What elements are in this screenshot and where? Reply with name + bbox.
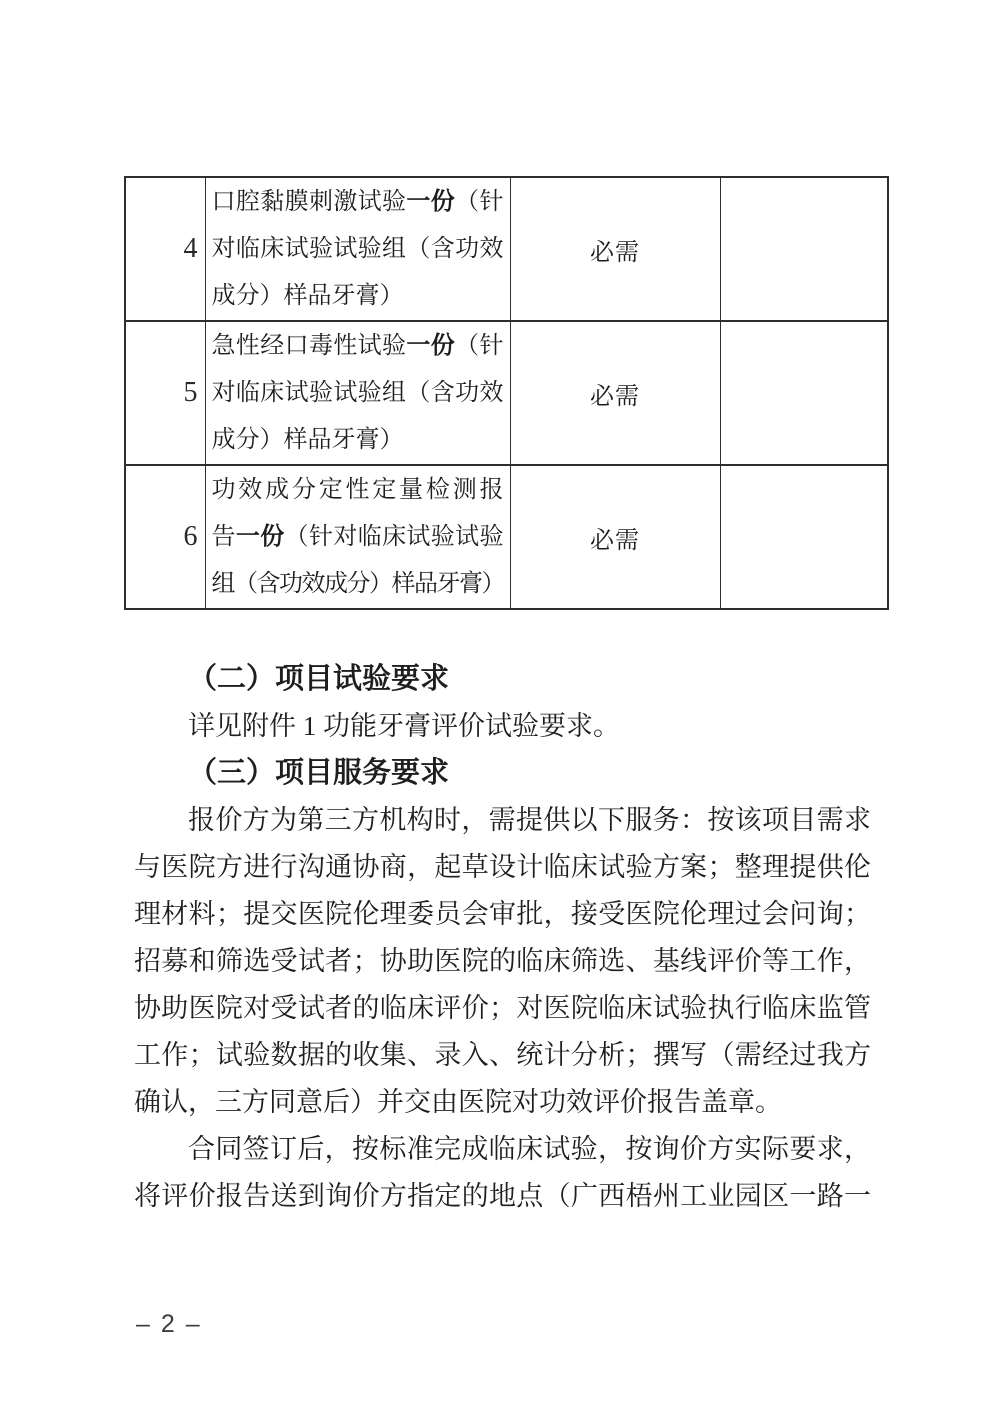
paragraph-line: 招募和筛选受试者；协助医院的临床筛选、基线评价等工作， (134, 946, 871, 976)
row-number: 5 (183, 377, 198, 408)
table-row (125, 177, 888, 321)
description-line (212, 323, 504, 370)
paragraph-line: 将评价报告送到询价方指定的地点（广西梧州工业园区一路一 (134, 1181, 871, 1211)
row-number-cell (125, 177, 205, 321)
description-segment: （针 (455, 332, 504, 359)
row-number: 6 (183, 521, 198, 552)
section-heading-project-service-requirements: （三）项目服务要求 (188, 757, 450, 789)
description-segment: 口腔黏膜刺激试验 (211, 188, 407, 215)
requirements-table-body (125, 177, 888, 609)
row-note-cell (720, 177, 888, 321)
paragraph-line: 报价方为第三方机构时，需提供以下服务：按该项目需求 (188, 805, 871, 835)
row-requirement: 必需 (590, 527, 640, 554)
description-bold-segment: 一份 (406, 188, 456, 215)
attachment-reference-line: 详见附件 1 功能牙膏评价试验要求。 (188, 711, 620, 741)
description-line (212, 417, 504, 464)
description-segment: 组（含功效成分）样品牙膏） (211, 570, 504, 597)
row-description-cell (205, 321, 510, 465)
row-requirement: 必需 (590, 383, 640, 410)
row-requirement-cell (510, 177, 720, 321)
description-segment: 对临床试验试验组（含功效 (211, 379, 504, 406)
row-requirement-cell (510, 465, 720, 609)
description-segment: 功效成分定性定量检测报 (211, 476, 504, 503)
row-description (206, 179, 510, 320)
page-number: – 2 – (136, 1310, 202, 1338)
paragraph-line: 工作；试验数据的收集、录入、统计分析；撰写（需经过我方 (134, 1040, 871, 1070)
row-description-cell (205, 177, 510, 321)
description-line (212, 226, 504, 273)
paragraph-line: 与医院方进行沟通协商，起草设计临床试验方案；整理提供伦 (134, 852, 871, 882)
row-note-cell (720, 321, 888, 465)
row-description (206, 323, 510, 464)
row-description-cell (205, 465, 510, 609)
description-segment: （针对临床试验试验 (284, 523, 504, 550)
requirements-table (124, 176, 889, 610)
description-bold-segment: 一份 (406, 332, 456, 359)
table-row (125, 321, 888, 465)
paragraph-line: 合同签订后，按标准完成临床试验，按询价方实际要求， (188, 1134, 871, 1164)
description-line (212, 467, 504, 514)
row-number-cell (125, 465, 205, 609)
description-segment: 急性经口毒性试验 (211, 332, 407, 359)
paragraph-line: 理材料；提交医院伦理委员会审批，接受医院伦理过会问询； (134, 899, 871, 929)
row-requirement-cell (510, 321, 720, 465)
description-bold-segment: 一份 (235, 523, 285, 550)
description-line (212, 561, 504, 608)
description-segment: 成分）样品牙膏） (211, 282, 404, 309)
description-segment: 对临床试验试验组（含功效 (211, 235, 504, 262)
section-heading-project-test-requirements: （二）项目试验要求 (188, 663, 450, 695)
description-segment: 成分）样品牙膏） (211, 426, 404, 453)
row-requirement: 必需 (590, 239, 640, 266)
description-line (212, 273, 504, 320)
description-line (212, 370, 504, 417)
row-note-cell (720, 465, 888, 609)
body-text (134, 656, 871, 1220)
description-line (212, 514, 504, 561)
row-description (206, 467, 510, 608)
description-segment: 告 (211, 523, 236, 550)
row-number: 4 (183, 233, 198, 264)
paragraph-service-requirements (134, 797, 871, 1126)
paragraph-line: 协助医院对受试者的临床评价；对医院临床试验执行临床监管 (134, 993, 871, 1023)
row-number-cell (125, 321, 205, 465)
table-row (125, 465, 888, 609)
description-segment: （针 (455, 188, 504, 215)
paragraph-contract-delivery (134, 1126, 871, 1220)
paragraph-line: 确认，三方同意后）并交由医院对功效评价报告盖章。 (134, 1087, 782, 1117)
description-line (212, 179, 504, 226)
